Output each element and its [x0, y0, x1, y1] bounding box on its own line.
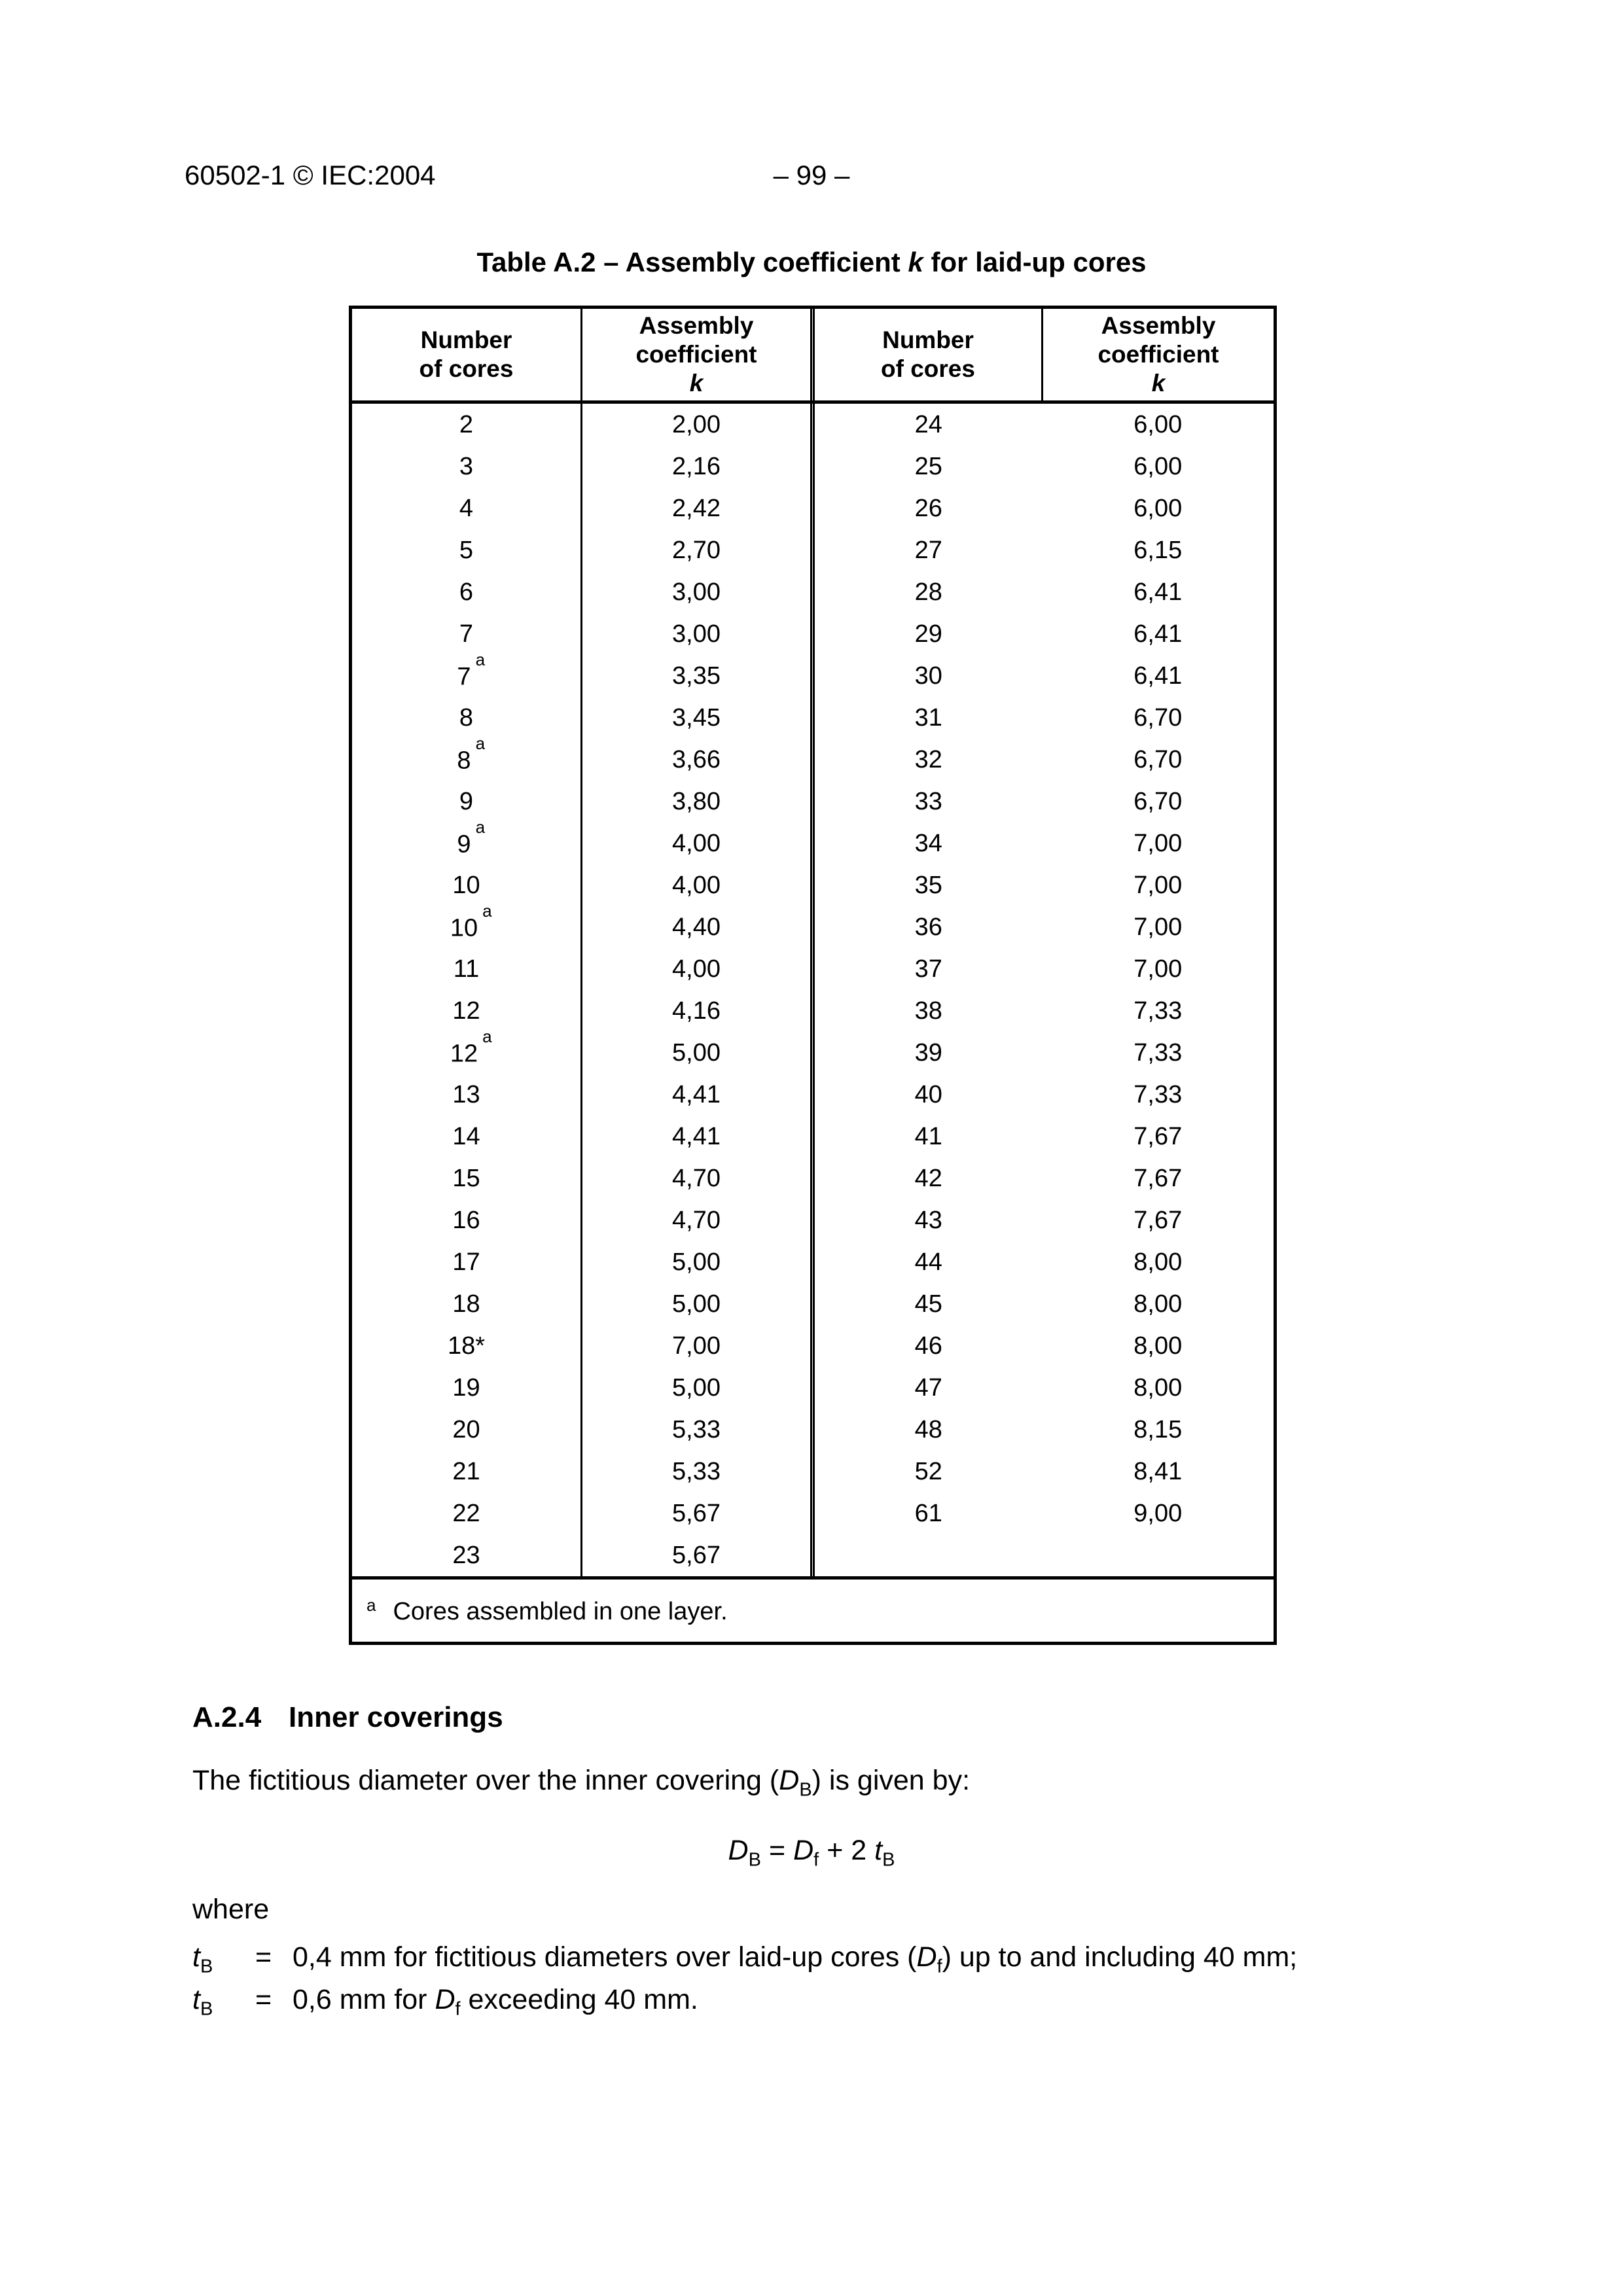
table-cell: 43: [914, 1206, 942, 1234]
table-cell: 4,40: [672, 913, 721, 941]
table-cell: 3: [351, 446, 582, 487]
table-cell: 7,33: [1043, 1032, 1275, 1074]
footnote-text: Cores assembled in one layer.: [393, 1598, 728, 1626]
variable-t: t: [192, 1941, 200, 1973]
table-cell: 24: [914, 410, 942, 438]
table-cell: 7,33: [1043, 1074, 1275, 1116]
equals-sign: =: [768, 1835, 786, 1866]
table-cell: 2,42: [672, 494, 721, 522]
definition-text-part: 0,6 mm for: [293, 1984, 435, 2015]
table-title-suffix: for laid-up cores: [923, 247, 1147, 277]
table-title-k-symbol: k: [908, 247, 923, 277]
table-cell: 16: [351, 1199, 582, 1241]
table-row: [351, 822, 1275, 864]
symbol-tB: [192, 1941, 255, 1978]
table-cell: 52: [914, 1457, 942, 1485]
definition-text-part: exceeding 40 mm.: [460, 1984, 698, 2015]
table-row: [351, 739, 1275, 781]
table-cell: 9,00: [1043, 1492, 1275, 1534]
column-header-assembly-coefficient: [582, 308, 812, 402]
table-row: [351, 781, 1275, 822]
table-row: [351, 1409, 1275, 1451]
subscript-B: B: [882, 1849, 895, 1871]
table-cell: 37: [914, 955, 942, 983]
where-label: where: [192, 1894, 270, 1925]
subscript-f: f: [813, 1849, 819, 1871]
assembly-coefficient-table: [349, 306, 1277, 1645]
table-cell: 3,45: [672, 703, 721, 732]
equals-sign: =: [255, 1941, 272, 1973]
table-row: [351, 529, 1275, 571]
table-row: [351, 1451, 1275, 1492]
table-cell: 5,00: [672, 1038, 721, 1067]
table-cell: 33: [914, 787, 942, 815]
running-header: [0, 160, 1623, 194]
table-cell: 7,00: [1043, 822, 1275, 864]
table-cell: 6,70: [1043, 697, 1275, 739]
table-cell: 48: [914, 1415, 942, 1443]
table-cell: 11: [351, 948, 582, 990]
table-cell: 5,00: [672, 1373, 721, 1402]
table-title: [0, 247, 1623, 278]
table-cell: 6,41: [1043, 655, 1275, 697]
table-cell: 4,00: [672, 871, 721, 899]
table-cell: 4,00: [672, 829, 721, 857]
table-cell: 21: [351, 1451, 582, 1492]
header-line: of cores: [881, 355, 975, 382]
table-cell: 7,33: [1043, 990, 1275, 1032]
table-row: [351, 446, 1275, 487]
equals-sign: =: [255, 1984, 272, 2015]
definition-text-part: ) up to and including 40 mm;: [942, 1941, 1298, 1973]
table-cell: 17: [351, 1241, 582, 1283]
definition-text: [293, 1984, 698, 2020]
table-cell: 15: [351, 1157, 582, 1199]
subscript-B: B: [799, 1779, 812, 1801]
header-line: coefficient: [635, 341, 757, 368]
table-cell: 3,00: [672, 620, 721, 648]
table-cell: 7,00: [1043, 864, 1275, 906]
header-line: Assembly: [639, 312, 754, 339]
table-cell: 6,00: [1043, 487, 1275, 529]
table-row: [351, 1534, 1275, 1578]
table-cell: 6,41: [1043, 571, 1275, 613]
table-cell: 34: [914, 829, 942, 857]
table-row: [351, 613, 1275, 655]
table-cell: 47: [914, 1373, 942, 1402]
table-cell: 3,00: [672, 578, 721, 606]
k-symbol: k: [689, 370, 704, 397]
table-cell: 38: [914, 997, 942, 1025]
table-cell: 5,67: [672, 1499, 721, 1527]
table-cell: 7,67: [1043, 1199, 1275, 1241]
subscript-B: B: [200, 1956, 213, 1977]
table-row: [351, 1492, 1275, 1534]
variable-D: D: [728, 1835, 749, 1866]
table-cell: 8,41: [1043, 1451, 1275, 1492]
table-cell: 8,00: [1043, 1325, 1275, 1367]
table-cell: 2,70: [672, 536, 721, 564]
table-cell: 30: [914, 662, 942, 690]
table-cell: 22: [351, 1492, 582, 1534]
table-cell: [1043, 1534, 1275, 1578]
table-body: [351, 402, 1275, 1578]
table-cell: 26: [914, 494, 942, 522]
table-cell: 25: [914, 452, 942, 480]
table-cell: 5: [351, 529, 582, 571]
table-cell: 7,00: [1043, 906, 1275, 948]
subscript-B: B: [748, 1849, 761, 1871]
table-cell: 4,16: [672, 997, 721, 1025]
table-cell: 19: [351, 1367, 582, 1409]
subscript-f: f: [936, 1956, 942, 1977]
table-row: [351, 655, 1275, 697]
page-number: – 99 –: [773, 160, 850, 190]
variable-t: t: [874, 1835, 883, 1866]
table-cell: 12: [351, 990, 582, 1032]
header-line: Assembly: [1101, 312, 1216, 339]
table-row: [351, 1241, 1275, 1283]
column-header-assembly-coefficient: [1043, 308, 1275, 402]
table-row: [351, 487, 1275, 529]
definition-line: [192, 1984, 698, 2021]
intro-text: ) is given by:: [812, 1765, 971, 1796]
table-cell: 7,67: [1043, 1157, 1275, 1199]
table-cell: 45: [914, 1290, 942, 1318]
table-cell: 20: [351, 1409, 582, 1451]
table-cell: 5,33: [672, 1457, 721, 1485]
section-number: A.2.4: [192, 1701, 262, 1733]
table-cell: 6,70: [1043, 781, 1275, 822]
table-cell: 6,00: [1043, 446, 1275, 487]
table-cell: 8: [351, 697, 582, 739]
variable-D: D: [435, 1984, 455, 2015]
table-row: [351, 1074, 1275, 1116]
table-cell: 4,41: [672, 1080, 721, 1108]
table-cell: 7$^a$: [351, 655, 582, 697]
table-cell: 32: [914, 745, 942, 773]
table-cell: 28: [914, 578, 942, 606]
table-cell: 18*: [351, 1325, 582, 1367]
table-cell: 3,66: [672, 745, 721, 773]
formula-DB: [0, 1835, 1623, 1871]
table-row: [351, 1367, 1275, 1409]
column-header-number-of-cores: [351, 308, 582, 402]
table-cell: [814, 1534, 1043, 1578]
table-cell: 4,70: [672, 1164, 721, 1192]
header-line: Number: [420, 327, 512, 353]
table-cell: 8,15: [1043, 1409, 1275, 1451]
variable-D: D: [793, 1835, 814, 1866]
footnote-marker: a: [366, 1595, 376, 1615]
table-title-prefix: Table A.2 – Assembly coefficient: [476, 247, 908, 277]
symbol-tB: [192, 1984, 255, 2021]
table-row: [351, 402, 1275, 446]
table-cell: 27: [914, 536, 942, 564]
table-row: [351, 1325, 1275, 1367]
table-cell: 3,35: [672, 662, 721, 690]
table-cell: 4: [351, 487, 582, 529]
definition-line: [192, 1941, 1297, 1978]
plus-two-term: + 2: [827, 1835, 867, 1866]
table-row: [351, 948, 1275, 990]
table-row: [351, 697, 1275, 739]
table-cell: 7,00: [1043, 948, 1275, 990]
definition-text-part: 0,4 mm for fictitious diameters over laid-up cores (: [293, 1941, 917, 1973]
column-header-number-of-cores: [814, 308, 1043, 402]
header-line: Number: [882, 327, 974, 353]
table-row: [351, 1157, 1275, 1199]
table-cell: 9$^a$: [351, 822, 582, 864]
table-row: [351, 990, 1275, 1032]
table-cell: 4,70: [672, 1206, 721, 1234]
table-cell: 10: [351, 864, 582, 906]
table-row: [351, 906, 1275, 948]
table-cell: 35: [914, 871, 942, 899]
table-cell: 8,00: [1043, 1367, 1275, 1409]
k-symbol: k: [1151, 370, 1166, 397]
table-cell: 44: [914, 1248, 942, 1276]
table-cell: 3,80: [672, 787, 721, 815]
section-heading: [192, 1701, 503, 1734]
table-footnote: [351, 1578, 1275, 1644]
table-cell: 5,00: [672, 1290, 721, 1318]
section-name: Inner coverings: [289, 1701, 503, 1733]
table-cell: 5,33: [672, 1415, 721, 1443]
table-cell: 41: [914, 1122, 942, 1150]
intro-paragraph: [192, 1765, 970, 1801]
table-cell: 2: [351, 402, 582, 446]
header-line: of cores: [419, 355, 514, 382]
table-cell: 6,15: [1043, 529, 1275, 571]
table-row: [351, 571, 1275, 613]
table-cell: 8,00: [1043, 1241, 1275, 1283]
table-cell: 7,00: [672, 1332, 721, 1360]
table-cell: 8$^a$: [351, 739, 582, 781]
table-cell: 4,00: [672, 955, 721, 983]
table-cell: 46: [914, 1332, 942, 1360]
table-cell: 6,41: [1043, 613, 1275, 655]
table-cell: 39: [914, 1038, 942, 1067]
table-cell: 12$^a$: [351, 1032, 582, 1074]
table-row: [351, 1199, 1275, 1241]
table-cell: 7,67: [1043, 1116, 1275, 1157]
variable-t: t: [192, 1984, 200, 2015]
table-cell: 9: [351, 781, 582, 822]
table-cell: 5,67: [672, 1541, 721, 1569]
footnote-row: [351, 1578, 1275, 1644]
table-cell: 2,16: [672, 452, 721, 480]
table-cell: 40: [914, 1080, 942, 1108]
table-cell: 5,00: [672, 1248, 721, 1276]
table-cell: 42: [914, 1164, 942, 1192]
table-row: [351, 1032, 1275, 1074]
table-cell: 4,41: [672, 1122, 721, 1150]
subscript-B: B: [200, 1998, 213, 2020]
table-cell: 2,00: [672, 410, 721, 438]
table-cell: 6,70: [1043, 739, 1275, 781]
variable-D: D: [779, 1765, 800, 1796]
table-cell: 29: [914, 620, 942, 648]
subscript-f: f: [455, 1998, 461, 2020]
header-line: coefficient: [1097, 341, 1219, 368]
table-cell: 6: [351, 571, 582, 613]
table-row: [351, 1283, 1275, 1325]
table-cell: 31: [914, 703, 942, 732]
table-cell: 8,00: [1043, 1283, 1275, 1325]
table-cell: 6,00: [1043, 402, 1275, 446]
variable-D: D: [916, 1941, 937, 1973]
table-cell: 7: [351, 613, 582, 655]
table-cell: 13: [351, 1074, 582, 1116]
table-cell: 18: [351, 1283, 582, 1325]
definition-text: [293, 1941, 1298, 1977]
intro-text: The fictitious diameter over the inner covering (: [192, 1765, 779, 1796]
table-row: [351, 864, 1275, 906]
table-row: [351, 1116, 1275, 1157]
table-header-row: [351, 308, 1275, 402]
table-cell: 61: [914, 1499, 942, 1527]
table-cell: 23: [351, 1534, 582, 1578]
table-cell: 36: [914, 913, 942, 941]
table-cell: 14: [351, 1116, 582, 1157]
doc-reference: 60502-1 © IEC:2004: [185, 160, 436, 190]
table-cell: 10$^a$: [351, 906, 582, 948]
